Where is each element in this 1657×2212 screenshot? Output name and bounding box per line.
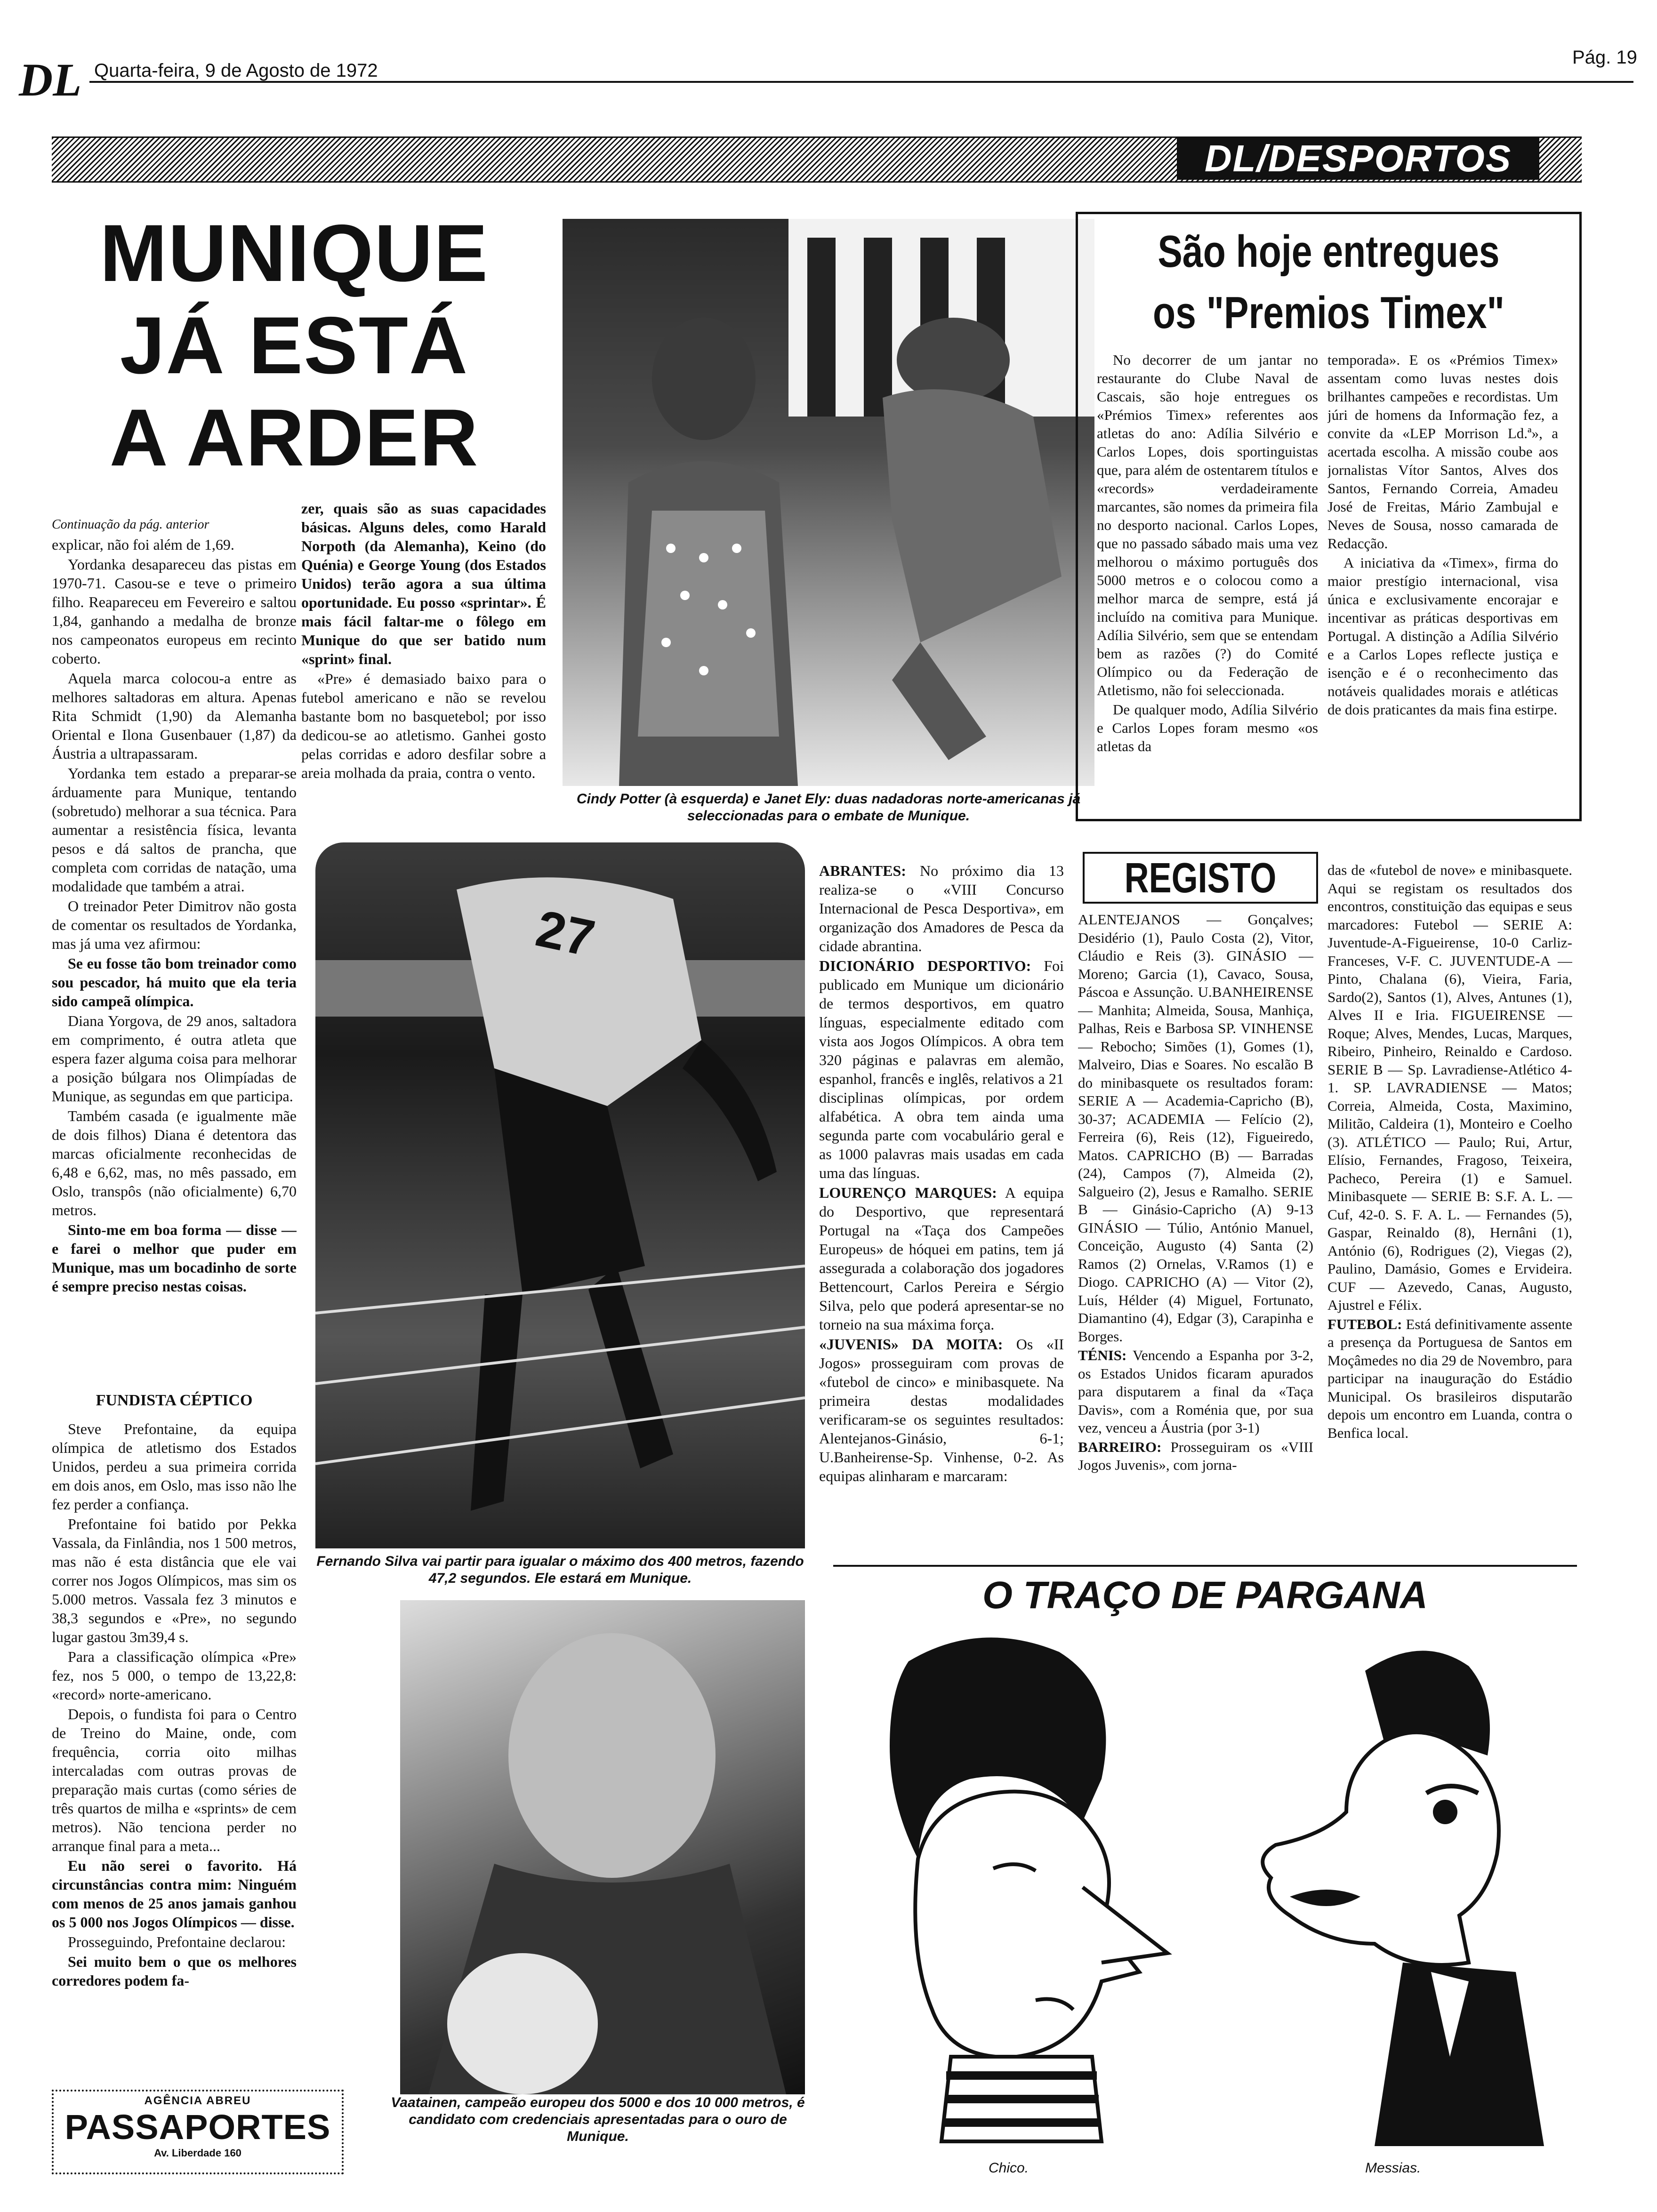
caricature-chico <box>838 1624 1177 2146</box>
brief-item <box>1078 1346 1313 1437</box>
quote-paragraph: Se eu fosse tão bom treinador como sou pescador, há muito que ela teria sido campeã olímpica. <box>52 955 297 1010</box>
paragraph: Aquela marca colocou-a entre as melhores saltadoras em altura. Apenas Rita Schmidt (1,90) da Alemanha Oriental e Ilona Gusenbauer (1,87) da Áustria a ultrapassaram. <box>52 670 297 762</box>
section-banner-label: DL/DESPORTOS <box>1204 137 1512 179</box>
paragraph: Steve Prefontaine, da equipa olímpica de atletismo dos Estados Unidos, perdeu a sua primeira corrida em dois anos, em Oslo, mas isso não lhe fez perder a confiança. <box>52 1420 297 1513</box>
runner-photo <box>315 842 805 1548</box>
paragraph: Yordanka desapareceu das pistas em 1970-71. Casou-se e teve o primeiro filho. Reapareceu em Fevereiro e saltou 1,84, ganhando a medalha de bronze nos campeonatos europeus em recinto coberto. <box>52 556 297 667</box>
briefs-column <box>819 861 1064 1544</box>
brief-item <box>819 1335 1064 1485</box>
masthead-date: Quarta-feira, 9 de Agosto de 1972 <box>94 60 378 81</box>
paragraph: explicar, não foi além de 1,69. <box>52 536 234 553</box>
quote-paragraph: Sinto-me em boa forma — disse — e farei o melhor que puder em Munique, mas um bocadinho de sorte é sempre preciso nestas coisas. <box>52 1221 297 1295</box>
paragraph: Prosseguindo, Prefontaine declarou: <box>68 1933 286 1950</box>
paragraph: temporada». E os «Prémios Timex» assentam como luvas nestes dois brilhantes campeões e recordistas. Um júri de homens da Informação fez, a convite da «LEP Morrison Ld.ª», a acertada escolha. A missão coube aos jornalistas Vítor Santos, Alves dos Santos, Fernando Correia, Amadeu José de Freitas, Mário Zambujal e Neves de Sousa, nosso camarada de Redacção. <box>1327 352 1558 552</box>
swimmers-illustration <box>563 219 1094 786</box>
brief-item <box>1327 1315 1572 1443</box>
article-column-2 <box>301 499 546 819</box>
vaatainen-illustration <box>400 1600 805 2094</box>
brief-kicker: FUTEBOL: <box>1327 1315 1402 1332</box>
registo-results: ALENTEJANOS — Gonçalves; Desidério (1), Paulo Costa (2), Vitor, Cláudio e Reis (3). GINÁSIO — Moreno; Garcia (1), Cavaco, Sousa, Páscoa e Assunção. U.BANHEIRENSE — Manhita; Almeida, Sousa, Manhiça, Palhas, Reis e Barbosa SP. VINHENSE — Rebocho; Simões (1), Gomes (1), Malveiro, Dias e Soares. No escalão B do minibasquete os resultados foram: SERIE A — Academia-Capricho (B), 30-37; ACADEMIA — Felício (2), Ferreira (6), Reis (12), Figueiredo, Matos. CAPRICHO (B) — Barradas (24), Campos (7), Almeida (2), Salgueiro (2), Jesus e Ramalho. SERIE B — Ginásio-Capricho (A) 9-13 GINÁSIO — Túlio, António Manuel, Conceição, Augusto (4) Santa (2) Ramos (2) Ornelas, V.Ramos (1) e Diogo. CAPRICHO (A) — Vitor (2), Luís, Hélder (4) Miguel, Fortunato, Diamantino (4), Edgar (3), Carapinha e Borges. <box>1078 911 1313 1345</box>
headline-line-1: MUNIQUE <box>99 208 489 298</box>
registo-results: das de «futebol de nove» e minibasquete. Aqui se registam os resultados dos encontros, constituição das equipas e seus marcadores: Futebol — SERIE A: Juventude-A-Figueirense, 10-0 Carliz-Franceses, V-F. C. JUVENTUDE-A — Pinto, Chalana (6), Vieira, Faria, Sardo(2), Santos (1), Alves, Antunes (1), Alves II e Iria. FIGUEIRENSE — Roque; Alves, Mendes, Lucas, Marques, Ribeiro, Pinheiro, Reinaldo e Cardoso. SERIE B — Sp. Lavradiense-Atlético 4-1. SP. LAVRADIENSE — Matos; Correia, Almeida, Costa, Maximino, Militão, Caldeira (1), Monteiro e Coelho (3). ATLÉTICO — Paulo; Rui, Artur, Elísio, Fernandes, Fragoso, Teixeira, Pacheco, Pereira (1) e Samuel. Minibasquete — SERIE B: S.F. A. L. — Cuf, 42-0. S. F. A. L. — Fernandes (5), Gaspar, Reinaldo (8), Hernâni (1), António (6), Rodrigues (2), Viegas (2), Paulino, Damásio, Gomes e Ervideira. CUF — Azevedo, Canas, Augusto, Ajustrel e Félix. <box>1327 862 1572 1313</box>
paragraph: Diana Yorgova, de 29 anos, saltadora em comprimento, é outra atleta que espera fazer alguma coisa para melhorar a posição búlgara nos Olimpíadas de Munique, as segundas em que participa. <box>52 1012 297 1105</box>
brief-text: Os «II Jogos» prosseguiram com provas de «futebol de cinco» e minibasquete. Na primeira destas modalidades verificaram-se os seguintes resultados: Alentejanos-Ginásio, 6-1; U.Banheirense-Sp. Vinhense, 0-2. As equipas alinharam e marcaram: <box>819 1336 1064 1484</box>
headline-line-3: A ARDER <box>109 393 479 483</box>
timex-headline <box>1127 221 1530 344</box>
paragraph: De qualquer modo, Adília Silvério e Carlos Lopes foram mesmo «os atletas da <box>1097 701 1318 754</box>
caricature-chico-name: Chico. <box>989 2160 1029 2176</box>
brief-text: Prosseguiram os «VIII Jogos Juvenis», com jorna- <box>1078 1438 1313 1473</box>
brief-kicker: TÉNIS: <box>1078 1347 1127 1363</box>
paragraph: Yordanka tem estado a preparar-se árduamente para Munique, tentando (sobretudo) melhorar a sua técnica. Para aumentar a resistência física, levanta pesos e dá saltos de prancha, que completa com corridas de natação, uma modalidade que também a atrai. <box>52 765 297 895</box>
passaportes-ad <box>52 2090 344 2174</box>
swimmers-photo <box>563 219 1094 786</box>
brief-kicker: ABRANTES: <box>819 862 906 879</box>
timex-headline-line-2: os "Premios Timex" <box>1153 288 1504 338</box>
registo-title: REGISTO <box>1124 855 1277 902</box>
quote-paragraph: zer, quais são as suas capacidades básicas. Alguns deles, como Harald Norpoth (da Alemanha), Keino (do Quénia) e George Young (dos Estados Unidos) terão agora a sua última oportunidade. Eu posso «sprintar». É mais fácil faltar-me o fôlego em Munique do que ser batido num «sprint» final. <box>301 500 546 667</box>
page-number: Pág. 19 <box>1572 47 1637 68</box>
brief-kicker: LOURENÇO MARQUES: <box>819 1184 997 1201</box>
brief-item <box>819 1183 1064 1334</box>
paragraph: A iniciativa da «Timex», firma do maior prestígio internacional, visa única e exclusivamente encorajar e incentivar as práticas desportivas em Portugal. A distinção a Adília Silvério e a Carlos Lopes reflecte justiça e isenção e é o reconhecimento das notáveis qualidades morais e atléticas de dois praticantes da mais fina estirpe. <box>1327 554 1558 718</box>
brief-text: Vencendo a Espanha por 3-2, os Estados Unidos ficaram apurados para disputarem a final da «Taça Davis», com a Roménia que, por sua vez, venceu a Áustria (por 3-1) <box>1078 1347 1313 1436</box>
brief-kicker: BARREIRO: <box>1078 1438 1162 1455</box>
timex-headline-line-1: São hoje entregues <box>1158 226 1500 277</box>
ad-name: PASSAPORTES <box>64 2108 331 2147</box>
vaatainen-photo <box>400 1600 805 2094</box>
cartoon-title: O TRAÇO DE PARGANA <box>982 1574 1428 1617</box>
brief-text: Está definitivamente assente a presença da Portuguesa de Santos em Moçâmedes no dia 29 de Novembro, para participar na inauguração do Estádio Municipal. Os brasileiros disputarão depois um encontro em Luanda, contra o Benfica local. <box>1327 1315 1572 1441</box>
brief-item <box>1078 1438 1313 1475</box>
masthead-rule <box>89 81 1633 83</box>
paragraph: No decorrer de um jantar no restaurante do Clube Naval de Cascais, são hoje entregues os «Prémios Timex» referentes aos atletas do ano: Adília Silvério e Carlos Lopes, dois sportinguistas que, para além de ostentarem títulos e «records» verdadeiramente marcantes, são nomes da primeira fila no desporto nacional. Carlos Lopes, que no passado sábado mais uma vez melhorou o máximo português dos 5000 metros e o colocou como a melhor marca de sempre, está já incluído na comitiva para Munique. Adília Silvério, sem que se entendam bem as razões (?) do Comité Olímpico ou da Federação de Atletismo, não foi seleccionada. <box>1097 352 1318 698</box>
runner-caption: Fernando Silva vai partir para igualar o máximo dos 400 metros, fazendo 47,2 segundos. Ele estará em Munique. <box>316 1554 804 1586</box>
caricature-messias-name: Messias. <box>1365 2160 1421 2176</box>
continuation-note: Continuação da pág. anterior <box>52 517 209 532</box>
caricature-messias <box>1205 1633 1577 2146</box>
vaatainen-caption: Vaatainen, campeão europeu dos 5000 e dos 10 000 metros, é candidato com credenciais apresentadas para o ouro de Munique. <box>391 2095 805 2144</box>
paragraph: Prefontaine foi batido por Pekka Vassala, da Finlândia, nos 1 500 metros, mas não é esta distância que ele vai correr nos Jogos Olímpicos, mas sim os 5.000 metros. Vassala fez 3 minutos e 38,3 segundos e «Pre», no segundo lugar gastou 3m39,4 s. <box>52 1515 297 1645</box>
brief-item <box>819 956 1064 1182</box>
quote-paragraph: Eu não serei o favorito. Há circunstâncias contra mim: Ninguém com menos de 25 anos jamais ganhou os 5 000 nos Jogos Olímpicos — disse. <box>52 1857 297 1931</box>
paragraph: Para a classificação olímpica «Pre» fez, nos 5 000, o tempo de 13,22,8: «record» norte-americano. <box>52 1648 297 1703</box>
runner-bib-number: 27 <box>531 899 600 968</box>
brief-text: No próximo dia 13 realiza-se o «VIII Concurso Internacional de Pesca Desportiva», em organização dos Amadores de Pesca da cidade abrantina. <box>819 862 1064 954</box>
brief-item <box>819 861 1064 955</box>
paragraph: «Pre» é demasiado baixo para o futebol americano e não se revelou bastante bom no basquetebol; por isso dedicou-se ao atletismo. Ganhei gosto pelas corridas e adoro desfilar sobre a areia molhada da praia, contra o vento. <box>301 670 546 781</box>
subheading: FUNDISTA CÉPTICO <box>96 1392 253 1409</box>
newspaper-logo: DL <box>19 54 82 106</box>
timex-column-2 <box>1327 351 1558 812</box>
ad-address: Av. Liberdade 160 <box>154 2147 241 2159</box>
headline-line-2: JÁ ESTÁ <box>120 300 469 391</box>
cartoon-rule <box>833 1565 1577 1567</box>
paragraph: Também casada (e igualmente mãe de dois filhos) Diana é detentora das marcas oficialmente reconhecidas de 6,48 e 6,62, mas, no mês passado, em Oslo, transpôs (não oficialmente) 6,70 metros. <box>52 1107 297 1218</box>
brief-text: Foi publicado em Munique um dicionário de termos desportivos, em quatro línguas, especialmente editado com vista aos Jogos Olímpicos. A obra tem 320 páginas e palavras em alemão, espanhol, francês e inglês, relativos a 21 disciplinas olímpicas, por ordem alfabética. A obra tem ainda uma segunda parte com vocabulário geral e as 1000 palavras mais usadas em cada uma das línguas. <box>819 957 1064 1181</box>
swimmers-caption: Cindy Potter (à esquerda) e Janet Ely: duas nadadoras norte-americanas já seleccionadas para o embate de Munique. <box>576 791 1081 824</box>
registo-column-1 <box>1078 911 1313 1546</box>
brief-kicker: DICIONÁRIO DESPORTIVO: <box>819 957 1031 974</box>
paragraph: Depois, o fundista foi para o Centro de Treino do Maine, onde, com frequência, corria oito milhas intercaladas com outras provas de preparação mais curtas (como séries de três quartos de milha e «sprints» de cem metros). Não tenciona perder no arranque final para a meta... <box>52 1706 297 1854</box>
brief-text: A equipa do Desportivo, que representará Portugal na «Taça dos Campeões Europeus» de hóquei em patins, tem já assegurada a colaboração dos jogadores Bettencourt, Carlos Pereira e Sérgio Silva, pelo que poderá apresentar-se no torneio na sua máxima força. <box>819 1184 1064 1333</box>
paragraph: O treinador Peter Dimitrov não gosta de comentar os resultados de Yordanka, mas já uma vez afirmou: <box>52 898 297 952</box>
registo-column-2 <box>1327 861 1572 1544</box>
quote-paragraph: Sei muito bem o que os melhores corredores podem fa- <box>52 1953 297 1989</box>
brief-kicker: «JUVENIS» DA MOITA: <box>819 1336 1003 1353</box>
timex-column-1 <box>1097 351 1318 812</box>
main-headline <box>52 207 537 484</box>
ad-agency: AGÊNCIA ABREU <box>144 2094 251 2107</box>
article-column-1b <box>52 1379 297 2057</box>
